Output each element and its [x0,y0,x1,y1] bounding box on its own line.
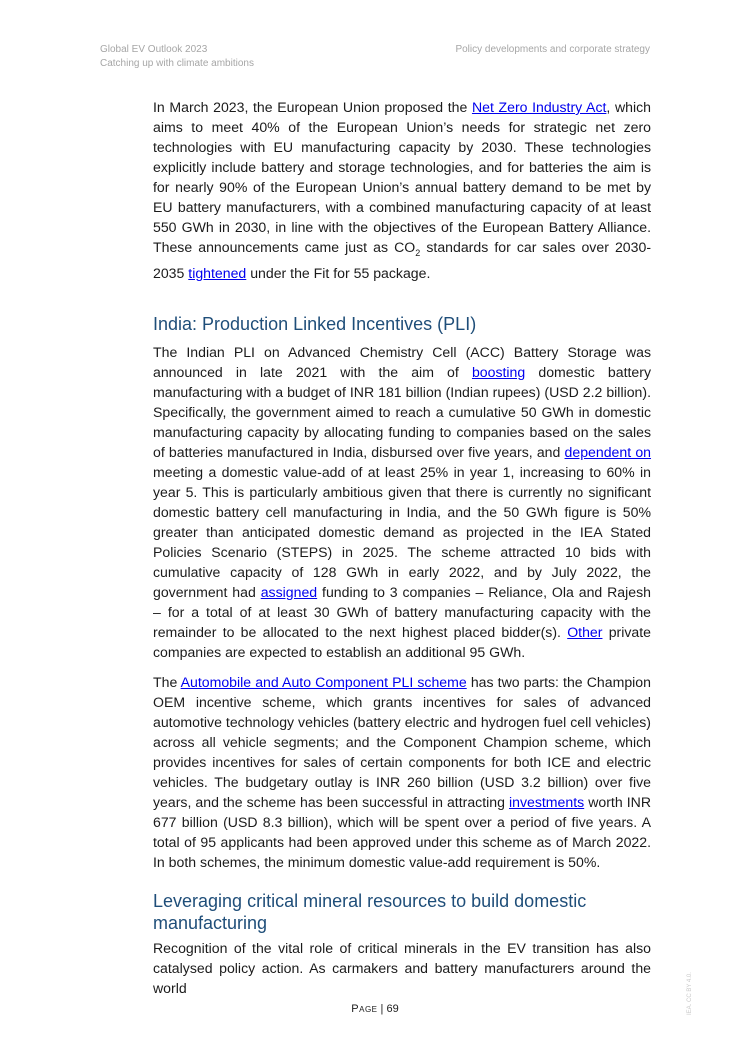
boosting-link[interactable]: boosting [471,363,526,380]
page-number: 69 [386,1003,399,1015]
page-separator: | [377,1003,387,1015]
pli-paragraph [153,342,651,662]
text-run: , which aims to meet 40% of the European Union’s needs for strategic net zero technologies with EU manufacturing capacity by 2030. These technologies explicitly include battery and storage technologies, and for batteries the aim is for nearly 90% of the European Union’s annual battery demand to be met by EU battery manufacturers, with a combined manufacturing capacity of at least 550 GWh in 2030, in line with the objectives of the European Battery Alliance. These announcements came just as CO [153,99,651,255]
india-pli-heading: India: Production Linked Incentives (PLI) [153,313,477,334]
eu-paragraph [153,97,651,283]
page-content [153,97,651,998]
report-subtitle: Catching up with climate ambitions [100,58,254,69]
auto-component-pli-link[interactable]: Automobile and Auto Component PLI scheme [180,673,467,690]
text-run: worth INR 677 billion (USD 8.3 billion), which will be spent over a period of five years. A total of 95 applicants had been approved under this scheme as of March 2022. In both schemes, the minimum domestic value-add requirement is 50%. [153,793,651,870]
net-zero-industry-act-link[interactable]: Net Zero Industry Act [471,99,607,115]
text-run: under the Fit for 55 package. [246,264,431,281]
running-header-right [455,43,650,57]
subscript-2: 2 [415,247,421,258]
tightened-link[interactable]: tightened [188,264,247,281]
text-run: private companies are expected to establish an additional 95 GWh. [153,623,651,660]
critical-minerals-heading: Leveraging critical mineral resources to build domestic manufacturing [153,890,587,933]
section-title: Policy developments and corporate strategy [455,44,650,55]
dependent-on-link[interactable]: dependent on [564,443,652,460]
text-run: has two parts: the Champion OEM incentive scheme, which grants incentives for sales of advanced automotive technology vehicles (battery electric and hydrogen fuel cell vehicles) across all vehicle segments; and the Component Champion scheme, which provides incentives for sales of certain components for both ICE and electric vehicles. The budgetary outlay is INR 260 billion (USD 3.2 billion) over five years, and the scheme has been successful in attracting [153,673,651,810]
report-title: Global EV Outlook 2023 [100,44,208,55]
other-link[interactable]: Other [567,623,603,640]
assigned-link[interactable]: assigned [260,583,318,600]
page-word: Page [351,1003,378,1015]
minerals-paragraph: Recognition of the vital role of critical minerals in the EV transition has also catalysed policy action. As carmakers and battery manufacturers around the world [153,939,651,996]
auto-component-paragraph [153,672,651,872]
investments-link[interactable]: investments [508,793,585,810]
page-footer [0,1003,750,1015]
text-run: funding to 3 companies – Reliance, Ola and Rajesh – for a total of at least 30 GWh of battery manufacturing capacity with the remainder to be allocated to the next highest placed bidder(s). [153,583,651,640]
text-run: domestic battery manufacturing with a budget of INR 181 billion (Indian rupees) (USD 2.2 billion). Specifically, the government aimed to reach a cumulative 50 GWh in domestic manufacturing capacity by allocating funding to companies based on the sales of batteries manufactured in India, disbursed over five years, and [153,363,651,460]
text-run: In March 2023, the European Union proposed the [153,99,472,115]
text-run: The Indian PLI on Advanced Chemistry Cell (ACC) Battery Storage was announced in late 2021 with the aim of [153,343,651,380]
text-run: meeting a domestic value-add of at least 25% in year 1, increasing to 60% in year 5. This is particularly ambitious given that there is currently no significant domestic battery cell manufacturing in India, and the 50 GWh figure is 50% greater than anticipated domestic demand as projected in the IEA Stated Policies Scenario (STEPS) in 2025. The scheme attracted 10 bids with cumulative capacity of 128 GWh in early 2022, and by July 2022, the government had [153,463,651,600]
text-run: The [153,673,181,690]
running-header-left [100,43,254,71]
license-note: IEA. CC BY 4.0. [687,972,693,1015]
text-run: standards for car sales over 2030-2035 [153,239,652,281]
